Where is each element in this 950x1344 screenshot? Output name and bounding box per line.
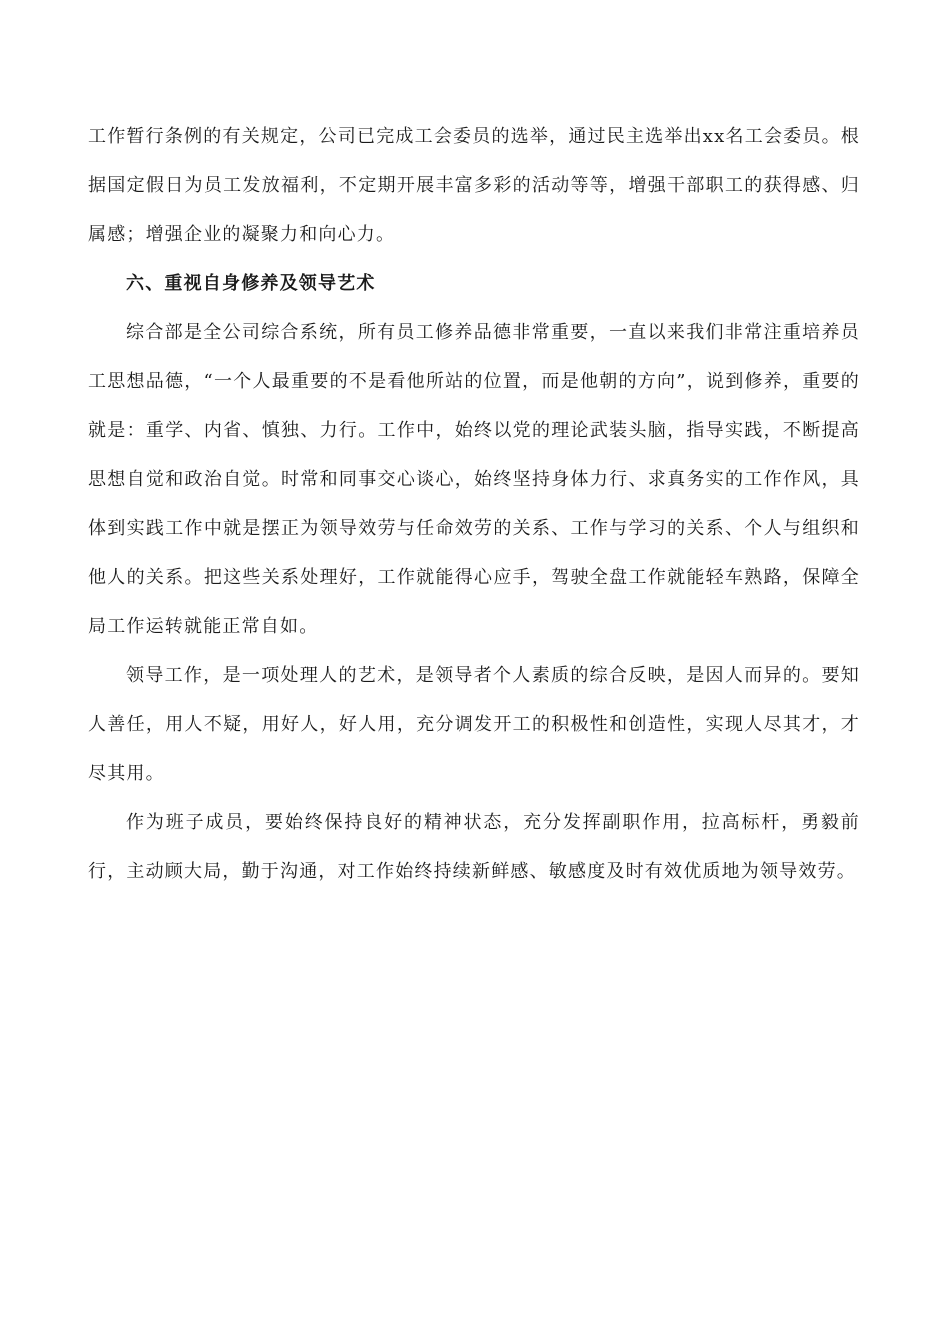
section-heading-six: 六、重视自身修养及领导艺术 xyxy=(126,273,376,294)
paragraph-self-cultivation: 综合部是全公司综合系统，所有员工修养品德非常重要，一直以来我们非常注重培养员工思想品德，“一个人最重要的不是看他所站的位置，而是他朝的方向”，说到修养，重要的就是：重学、内省、慎独、力行。工作中，始终以党的理论武装头脑，指导实践，不断提高思想自觉和政治自觉。时常和同事交心谈心，始终坚持身体力行、求真务实的工作作风，具体到实践工作中就是摆正为领导效劳与任命效劳的关系、工作与学习的关系、个人与组织和他人的关系。把这些关系处理好，工作就能得心应手，驾驶全盘工作就能轻车熟路，保障全局工作运转就能正常自如。 xyxy=(88,322,860,637)
document-page xyxy=(88,112,860,896)
paragraph-leadership-art: 领导工作，是一项处理人的艺术，是领导者个人素质的综合反映，是因人而异的。要知人善任，用人不疑，用好人，好人用，充分调发开工的积极性和创造性，实现人尽其才，才尽其用。 xyxy=(88,665,860,784)
paragraph-team-member: 作为班子成员，要始终保持良好的精神状态，充分发挥副职作用，拉高标杆，勇毅前行，主动顾大局，勤于沟通，对工作始终持续新鲜感、敏感度及时有效优质地为领导效劳。 xyxy=(88,812,860,882)
paragraph-union-welfare: 工作暂行条例的有关规定，公司已完成工会委员的选举，通过民主选举出xx名工会委员。根据国定假日为员工发放福利，不定期开展丰富多彩的活动等等，增强干部职工的获得感、归属感；增强企业的凝聚力和向心力。 xyxy=(88,126,860,245)
